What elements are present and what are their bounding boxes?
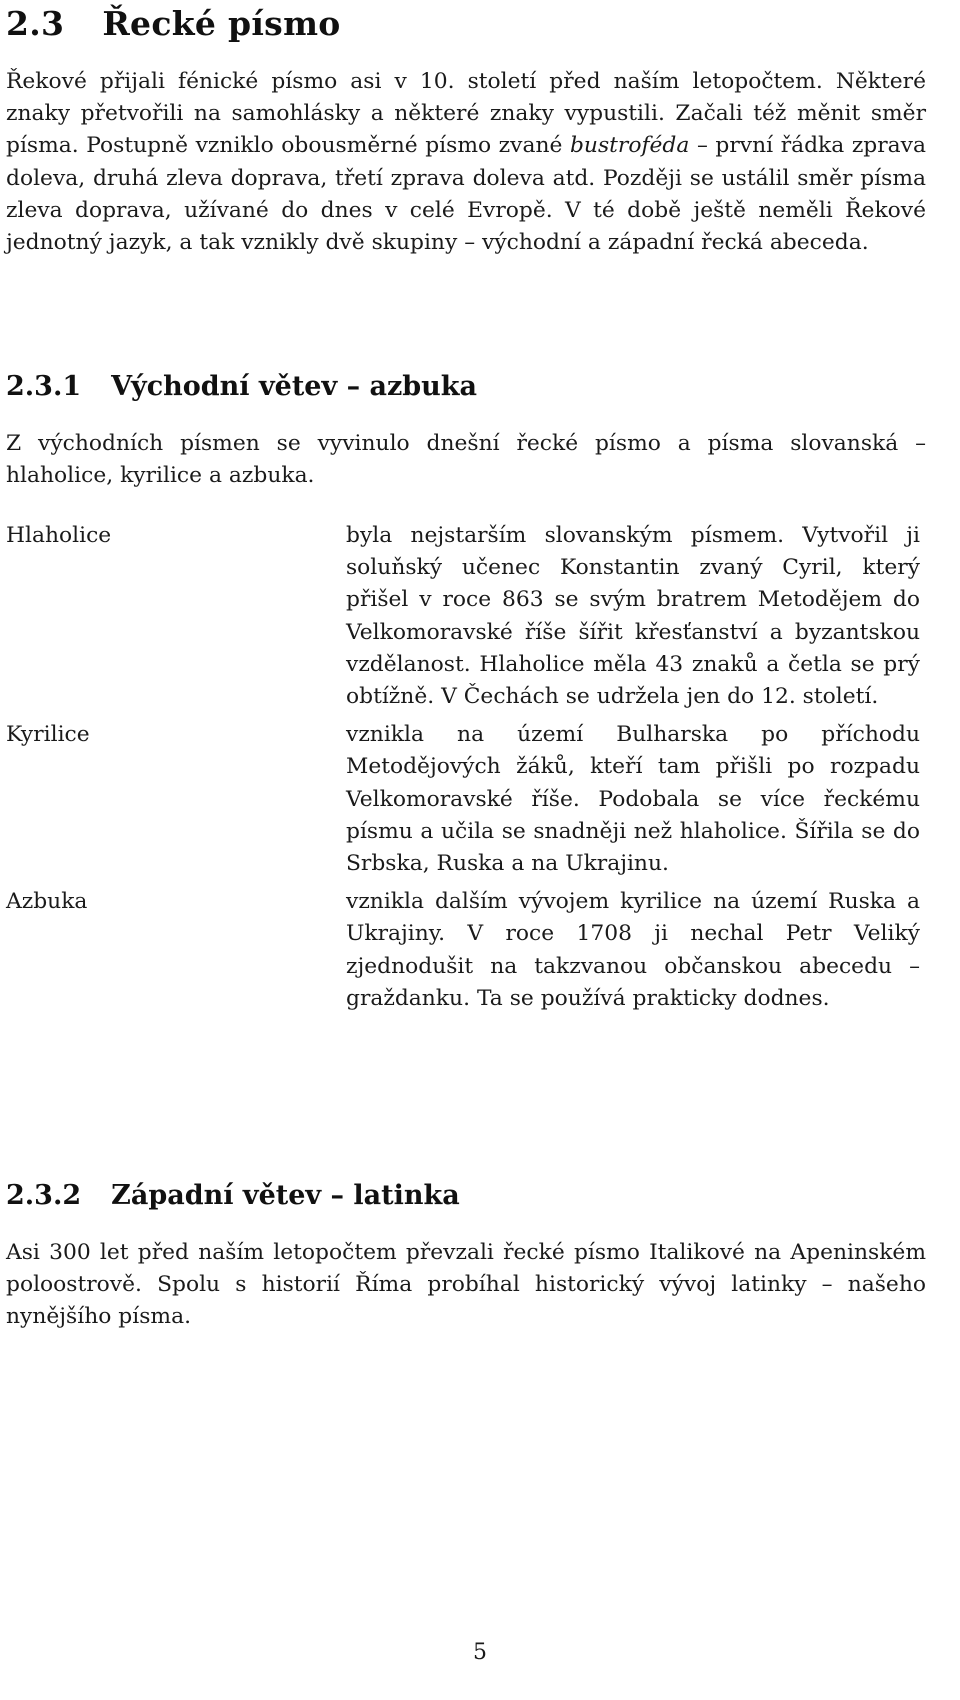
- subsection-title-east: Východní větev – azbuka: [111, 371, 478, 402]
- west-paragraph: Asi 300 let před naším letopočtem převzali řecké písmo Italikové na Apeninském poloostrově. Spolu s historií Říma probíhal historický vývoj latinky – našeho nynějšího písma.: [6, 1240, 926, 1330]
- definition-azbuka: vznikla dalším vývojem kyrilice na území Ruska a Ukrajiny. V roce 1708 ji nechal Petr Veliký zjednodušit na takzvanou občanskou abecedu – graždanku. Ta se používá prakticky dodnes.: [346, 889, 920, 1011]
- intro-emphasis: bustroféda: [569, 133, 690, 159]
- term-hlaholice: Hlaholice: [6, 523, 112, 548]
- subsection-heading-east: [6, 371, 477, 402]
- section-heading: [6, 4, 341, 43]
- list-item: [6, 719, 926, 880]
- intro-paragraph: [6, 66, 926, 259]
- subsection-title-west: Západní větev – latinka: [111, 1180, 460, 1211]
- definition-hlaholice: byla nejstarším slovanským písmem. Vytvořil ji soluňský učenec Konstantin zvaný Cyril, který přišel v roce 863 se svým bratrem Metodějem do Velkomoravské říše šířit křesťanství a byzantskou vzdělanost. Hlaholice měla 43 znaků a četla se prý obtížně. V Čechách se udržela jen do 12. století.: [346, 523, 920, 710]
- east-intro-paragraph: Z východních písmen se vyvinulo dnešní řecké písmo a písma slovanská – hlaholice, kyrilice a azbuka.: [6, 431, 926, 489]
- section-number: 2.3: [6, 4, 65, 43]
- term-azbuka: Azbuka: [6, 889, 88, 915]
- subsection-heading-west: [6, 1180, 460, 1211]
- list-item: [6, 886, 926, 1015]
- section-title: Řecké písmo: [102, 4, 341, 43]
- script-description-list: [6, 520, 926, 1021]
- term-kyrilice: Kyrilice: [6, 722, 90, 748]
- intro-text-end: – první řádka zprava doleva, druhá zleva doprava, třetí zprava doleva atd. Později se ustálil směr písma zleva doprava, užívané do dnes v celé Evropě. V té době ještě neměli Řekové jednotný jazyk, a tak vznikly dvě skupiny – východní a západní řecká abeceda.: [6, 133, 926, 256]
- intro-text-start: Řekové přijali fénické písmo asi v 10. století před naším letopočtem. Některé znaky přetvořili na samohlásky a některé znaky vypustili. Začali též měnit směr písma. Postupně vzniklo obousměrné písmo zvané: [6, 69, 926, 159]
- page-number: 5: [473, 1640, 487, 1665]
- definition-kyrilice: vznikla na území Bulharska po příchodu Metodějových žáků, kteří tam přišli po rozpadu Velkomoravské říše. Podobala se více řeckému písmu a učila se snadněji než hlaholice. Šířila se do Srbska, Ruska a na Ukrajinu.: [346, 722, 920, 877]
- list-item: [6, 520, 926, 713]
- subsection-number-east: 2.3.1: [6, 371, 82, 402]
- subsection-number-west: 2.3.2: [6, 1180, 82, 1211]
